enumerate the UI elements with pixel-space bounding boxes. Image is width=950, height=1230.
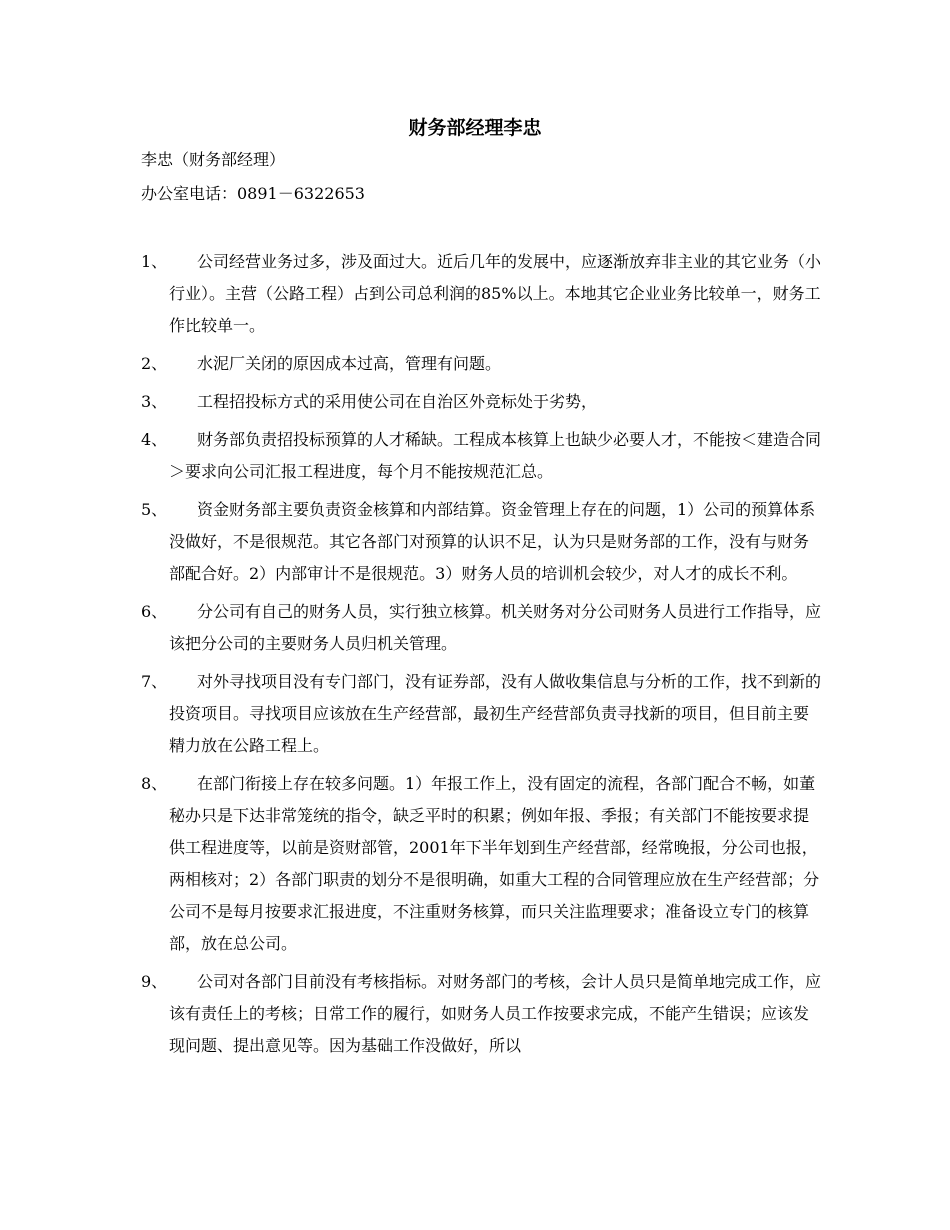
list-item-number: 3、 [141, 392, 168, 411]
list-item-number: 7、 [141, 672, 168, 691]
list-item-text: 工程招投标方式的采用使公司在自治区外竞标处于劣势， [197, 392, 598, 411]
list-item [141, 494, 821, 590]
list-item-text: 对外寻找项目没有专门部门，没有证券部，没有人做收集信息与分析的工作，找不到新的投资项目。寻找项目应该放在生产经营部，最初生产经营部负责寻找新的项目，但目前主要精力放在公路工程上。 [169, 672, 822, 755]
list-item-number: 4、 [141, 430, 168, 449]
list-item [141, 966, 821, 1062]
list-item-number: 6、 [141, 602, 168, 621]
list-item [141, 424, 821, 488]
phone-line: 办公室电话：0891－6322653 [141, 184, 365, 203]
numbered-list [141, 246, 821, 1068]
list-item [141, 348, 821, 380]
list-item-number: 1、 [141, 252, 168, 271]
list-item-text: 公司对各部门目前没有考核指标。对财务部门的考核，会计人员只是简单地完成工作，应该有责任上的考核；日常工作的履行，如财务人员工作按要求完成，不能产生错误；应该发现问题、提出意见等。因为基础工作没做好，所以 [169, 972, 822, 1055]
list-item [141, 666, 821, 762]
list-item-number: 2、 [141, 354, 168, 373]
list-item-text: 分公司有自己的财务人员，实行独立核算。机关财务对分公司财务人员进行工作指导，应该把分公司的主要财务人员归机关管理。 [169, 602, 822, 653]
list-item-text: 水泥厂关闭的原因成本过高，管理有问题。 [197, 354, 502, 373]
list-item-number: 8、 [141, 774, 168, 793]
author-line: 李忠（财务部经理） [141, 150, 286, 169]
list-item-number: 5、 [141, 500, 168, 519]
list-item [141, 386, 821, 418]
list-item-text: 在部门衔接上存在较多问题。1）年报工作上，没有固定的流程，各部门配合不畅，如董秘办只是下达非常笼统的指令，缺乏平时的积累；例如年报、季报；有关部门不能按要求提供工程进度等，以前是资财部管，2001年下半年划到生产经营部，经常晚报，分公司也报，两相核对；2）各部门职责的划分不是很明确，如重大工程的合同管理应放在生产经营部；分公司不是每月按要求汇报进度，不注重财务核算，而只关注监理要求；准备设立专门的核算部，放在总公司。 [169, 774, 820, 953]
document-title: 财务部经理李忠 [408, 117, 542, 139]
list-item-text: 公司经营业务过多，涉及面过大。近后几年的发展中，应逐渐放弃非主业的其它业务（小行业）。主营（公路工程）占到公司总利润的85%以上。本地其它企业业务比较单一，财务工作比较单一。 [169, 252, 822, 335]
list-item [141, 246, 821, 342]
list-item-text: 财务部负责招投标预算的人才稀缺。工程成本核算上也缺少必要人才，不能按＜建造合同＞要求向公司汇报工程进度，每个月不能按规范汇总。 [169, 430, 822, 481]
list-item-text: 资金财务部主要负责资金核算和内部结算。资金管理上存在的问题，1）公司的预算体系没做好，不是很规范。其它各部门对预算的认识不足，认为只是财务部的工作，没有与财务部配合好。2）内部审计不是很规范。3）财务人员的培训机会较少，对人才的成长不利。 [169, 500, 816, 583]
list-item-number: 9、 [141, 972, 168, 991]
list-item [141, 768, 821, 960]
list-item [141, 596, 821, 660]
